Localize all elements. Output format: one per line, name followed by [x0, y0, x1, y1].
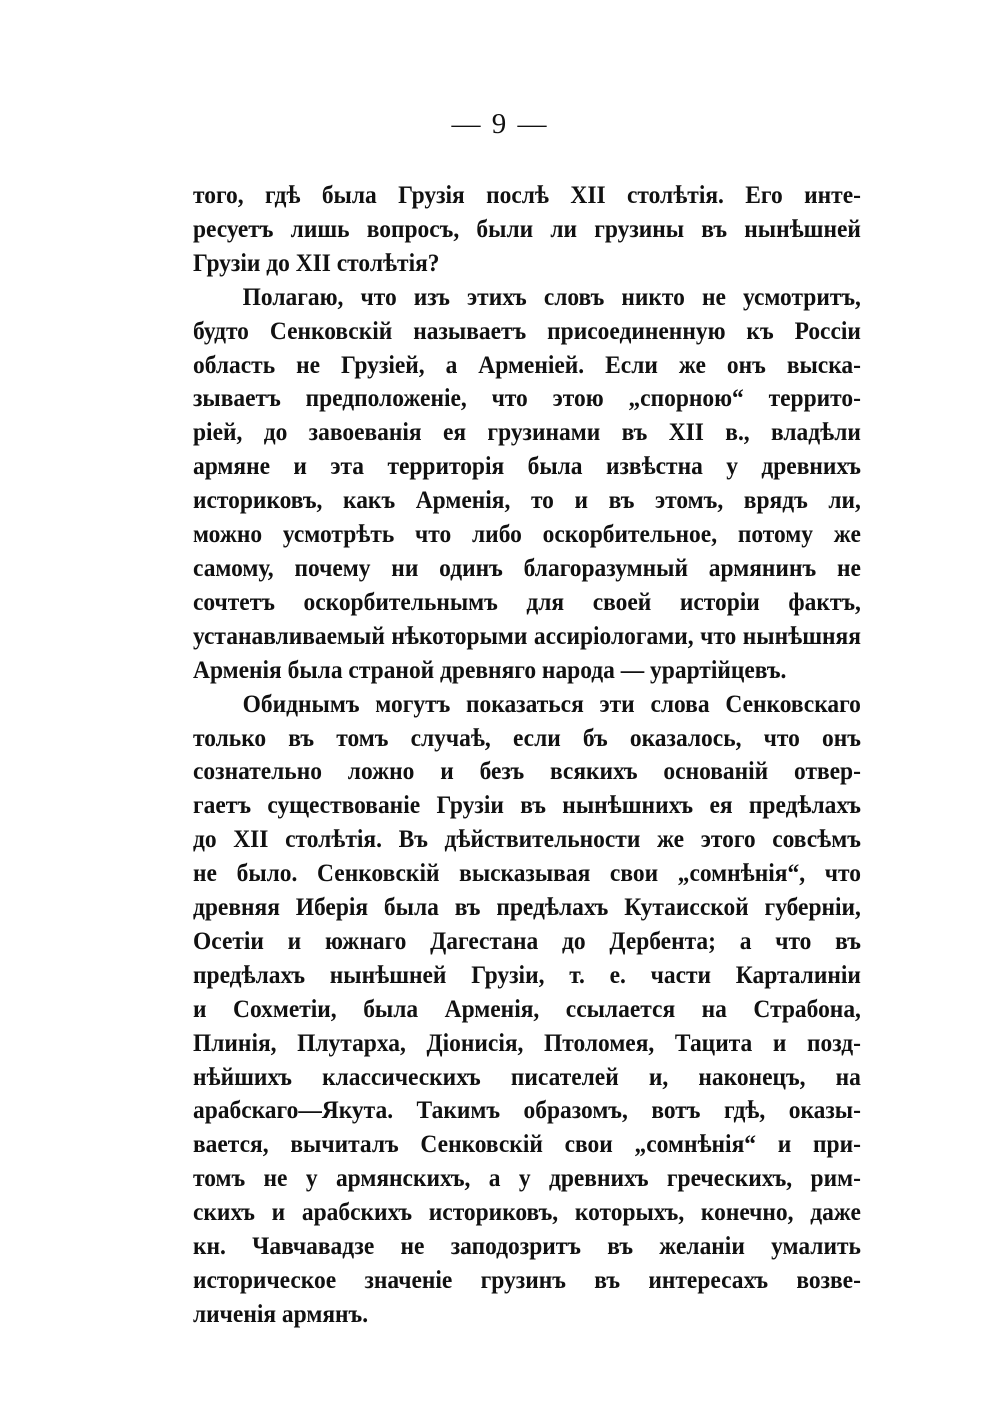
text-line: не было. Сенковскій высказывая свои „сомнѣнія“, что	[193, 858, 861, 888]
text-line: скихъ и арабскихъ историковъ, которыхъ, конечно, даже	[193, 1197, 861, 1227]
text-line: сочтетъ оскорбительнымъ для своей исторіи фактъ,	[193, 586, 861, 616]
text-line: область не Грузіей, а Арменіей. Если же онъ выска-	[193, 349, 861, 379]
text-line: сознательно ложно и безъ всякихъ основаній отвер-	[193, 756, 861, 786]
text-line: ріей, до завоеванія ея грузинами въ XII в., владѣли	[193, 417, 861, 447]
text-line: Плинія, Плутарха, Діонисія, Птоломея, Тацита и позд-	[193, 1027, 861, 1057]
text-line: вается, вычиталъ Сенковскій свои „сомнѣнія“ и при-	[193, 1129, 861, 1159]
text-line: древняя Иберія была въ предѣлахъ Кутаисской губерніи,	[193, 892, 861, 922]
text-line: Полагаю, что изъ этихъ словъ никто не усмотритъ,	[242, 281, 861, 311]
text-line: Обиднымъ могутъ показаться эти слова Сенковскаго	[242, 688, 861, 718]
text-line: арабскаго—Якута. Такимъ образомъ, вотъ гдѣ, оказы-	[193, 1095, 861, 1125]
text-line: Осетіи и южнаго Дагестана до Дербента; а что въ	[193, 925, 861, 955]
text-line: того, гдѣ была Грузія послѣ XII столѣтія. Его инте-	[193, 180, 861, 209]
text-line: Арменія была страной древняго народа — урартійцевъ.	[193, 654, 787, 684]
text-line: только въ томъ случаѣ, если бъ оказалось, что онъ	[193, 722, 861, 752]
text-line: томъ не у армянскихъ, а у древнихъ греческихъ, рим-	[193, 1163, 861, 1193]
text-line: будто Сенковскій называетъ присоединенную къ Россіи	[193, 315, 861, 345]
text-line: гаетъ существованіе Грузіи въ нынѣшнихъ ея предѣлахъ	[193, 790, 861, 820]
paragraph	[193, 178, 861, 280]
text-line: зываетъ предположеніе, что этою „спорною“ террито-	[193, 383, 861, 413]
text-line: ресуетъ лишь вопросъ, были ли грузины въ нынѣшней	[193, 213, 861, 243]
paragraph	[193, 280, 861, 687]
text-line: историческое значеніе грузинъ въ интересахъ возве-	[193, 1265, 861, 1294]
text-line: личенія армянъ.	[193, 1298, 369, 1328]
paragraph	[193, 687, 861, 1331]
page-number: — 9 —	[451, 108, 549, 140]
text-line: Грузіи до XII столѣтія?	[193, 247, 440, 277]
text-line: и Сохметіи, была Арменія, ссылается на Страбона,	[193, 993, 861, 1023]
text-line: историковъ, какъ Арменія, то и въ этомъ, врядъ ли,	[193, 485, 861, 515]
text-line: предѣлахъ нынѣшней Грузіи, т. е. части Карталиніи	[193, 959, 861, 989]
text-line: можно усмотрѣть что либо оскорбительное, потому же	[193, 519, 861, 549]
text-line: самому, почему ни одинъ благоразумный армянинъ не	[193, 552, 861, 582]
body-text	[193, 178, 861, 1331]
text-line: до XII столѣтія. Въ дѣйствительности же этого совсѣмъ	[193, 824, 861, 854]
text-line: кн. Чавчавадзе не заподозритъ въ желаніи умалить	[193, 1231, 861, 1261]
text-line: армяне и эта территорія была извѣстна у древнихъ	[193, 451, 861, 481]
text-line: нѣйшихъ классическихъ писателей и, наконецъ, на	[193, 1061, 861, 1091]
text-line: устанавливаемый нѣкоторыми ассиріологами, что нынѣшняя	[193, 620, 861, 650]
